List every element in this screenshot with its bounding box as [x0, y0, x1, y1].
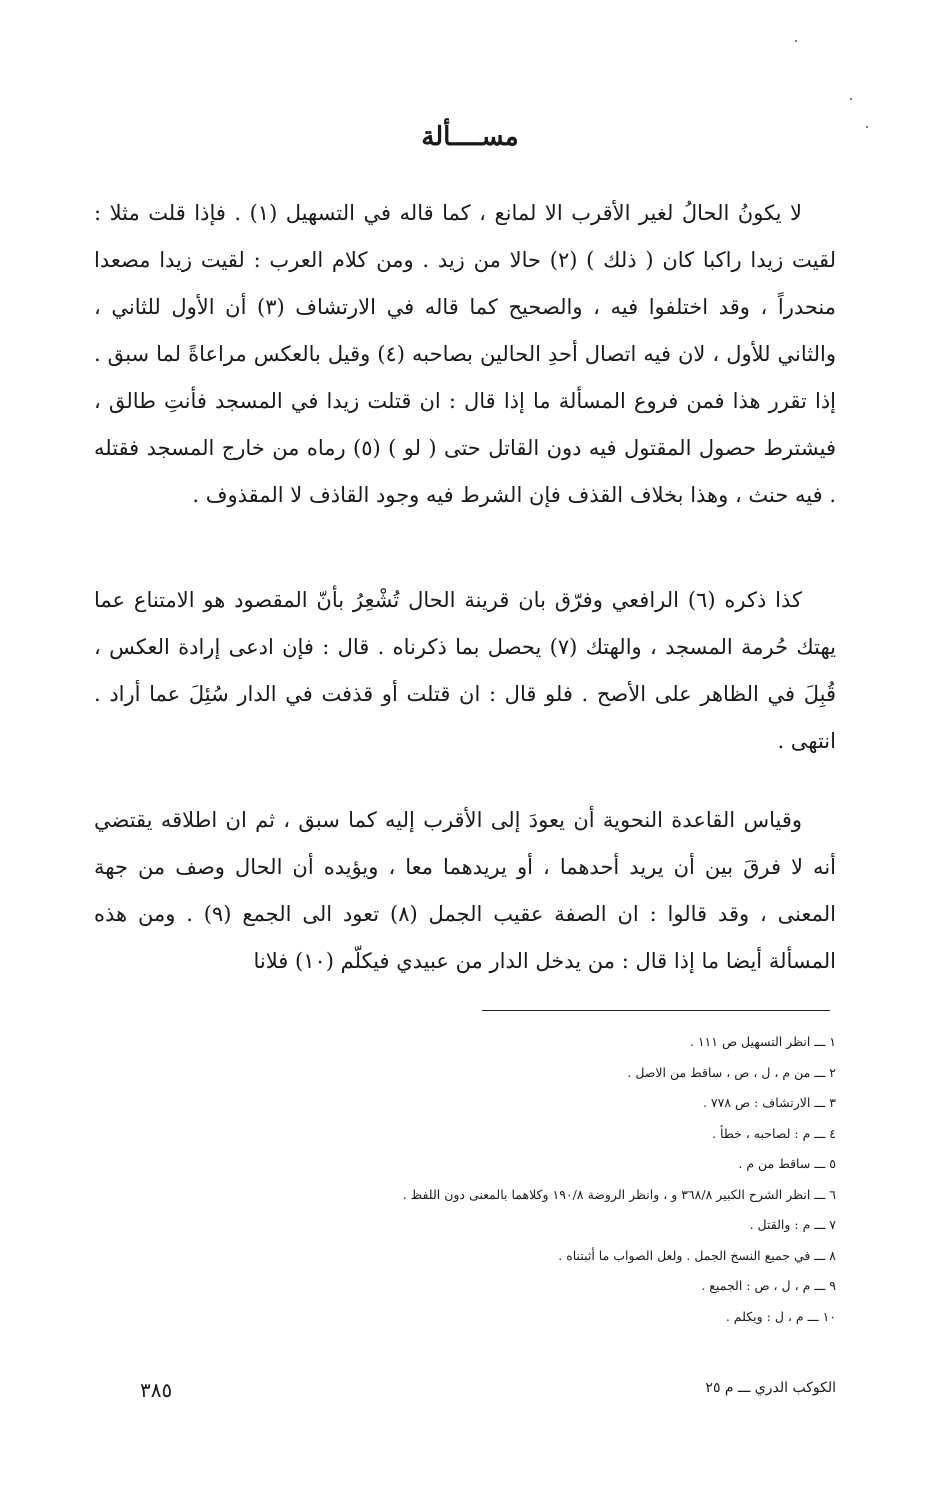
running-footer: الكوكب الدري ـــ م ٢٥: [705, 1380, 836, 1396]
footnote: ٣ ـــ الارتشاف : ص ٧٧٨ .: [702, 1095, 836, 1110]
footnotes-list: [200, 1027, 836, 1332]
footnote: ١٠ ـــ م ، ل : ويكلم .: [725, 1308, 836, 1324]
footnote-divider: [482, 1010, 830, 1011]
footnote: ٢ ـــ من م ، ل ، ص ، ساقط من الاصل .: [627, 1064, 836, 1080]
scan-speck: [850, 98, 852, 100]
paragraph-1: [94, 190, 836, 519]
paragraph-text: لا يكونُ الحالُ لغير الأقرب الا لمانع ، كما قاله في التسهيل (١) . فإذا قلت مثلا : لقيت زيدا راكبا كان ( ذلك ) (٢) حالا من زيد . ومن كلام العرب : لقيت زيدا مصعدا منحدراً ، وقد اختلفوا فيه ، والصحيح كما قاله في الارتشاف (٣) أن الأول للثاني ، والثاني للأول ، لان فيه اتصال أحدِ الحالين بصاحبه (٤) وقيل بالعكس مراعاةً لما سبق . إذا تقرر هذا فمن فروع المسألة ما إذا قال : ان قتلت زيدا في المسجد فأنتِ طالق ، فيشترط حصول المقتول فيه دون القاتل حتى ( لو ) (٥) رماه من خارج المسجد فقتله . فيه حنث ، وهذا بخلاف القذف فإن الشرط فيه وجود القاذف لا المقذوف .: [94, 201, 837, 507]
footnote: ٤ ـــ م : لصاحبه ، خطأ .: [712, 1125, 836, 1141]
footnote: ١ ـــ انظر التسهيل ص ١١١ .: [689, 1034, 836, 1049]
paragraph-2: [94, 577, 836, 765]
scan-speck: [795, 40, 797, 42]
paragraph-text: كذا ذكره (٦) الرافعي وفرّق بان قرينة الحال تُشْعِرُ بأنّ المقصود هو الامتناع عما يهتك حُرمة المسجد ، والهتك (٧) يحصل بما ذكرناه . قال : فإن ادعى إرادة العكس ، قُبِلَ في الظاهر على الأصح . فلو قال : ان قتلت أو قذفت في الدار سُئِلَ عما أراد . انتهى .: [94, 588, 836, 753]
paragraph-3: [94, 797, 836, 985]
page-title: مســــألة: [421, 122, 519, 152]
paragraph-text: وقياس القاعدة النحوية أن يعودَ إلى الأقرب إليه كما سبق ، ثم ان اطلاقه يقتضي أنه لا فرقَ بين أن يريد أحدهما ، أو يريدهما معا ، ويؤيده أن الحال وصف من جهة المعنى ، وقد قالوا : ان الصفة عقيب الجمل (٨) تعود الى الجمع (٩) . ومن هذه المسألة أيضا ما إذا قال : من يدخل الدار من عبيدي فيكلّم (١٠) فلانا: [94, 808, 837, 973]
footnote: ٧ ـــ م : والقتل .: [749, 1217, 836, 1232]
page-number: ٣٨٥: [140, 1378, 173, 1402]
footnote: ٥ ـــ ساقط من م .: [738, 1156, 836, 1171]
footnote: ٨ ـــ في جميع النسخ الجمل . ولعل الصواب ما أثبتناه .: [558, 1247, 836, 1263]
footnote: ٩ ـــ م ، ل ، ص : الجميع .: [701, 1278, 836, 1293]
footnote: ٦ ـــ انظر الشرح الكبير ٣٦٨/٨ و ، وانظر الروضة ١٩٠/٨ وكلاهما بالمعنى دون اللفظ .: [402, 1186, 836, 1202]
